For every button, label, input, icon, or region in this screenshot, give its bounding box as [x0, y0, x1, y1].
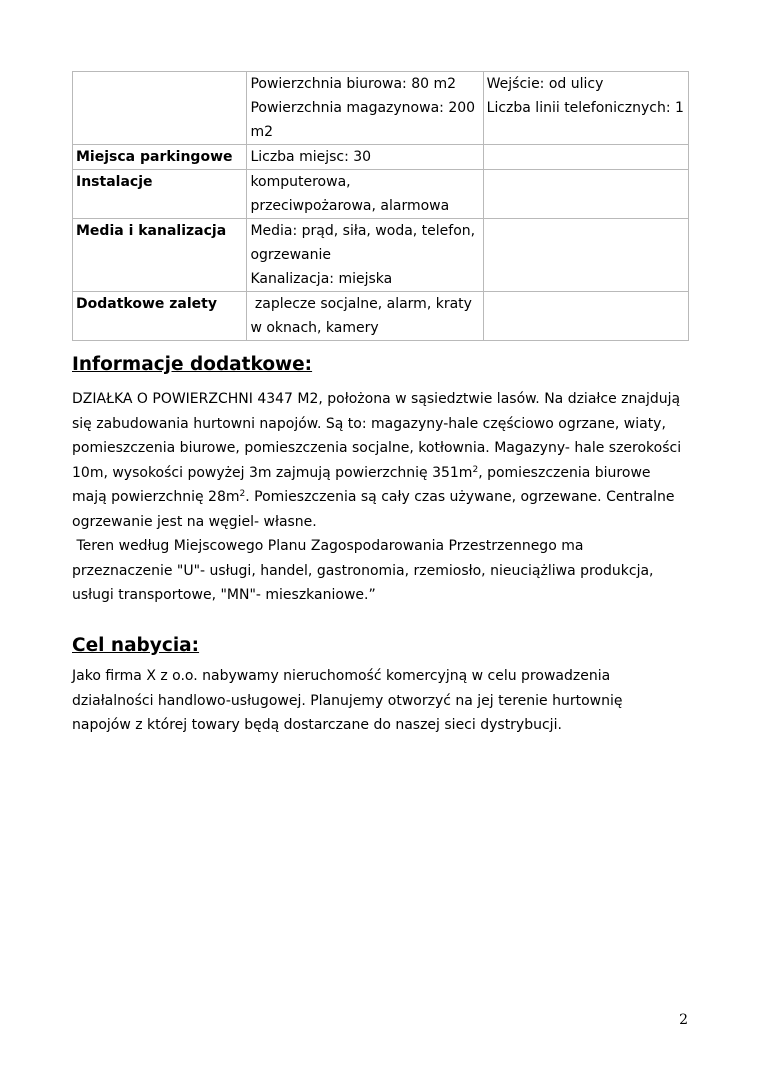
- text-line: m2: [250, 124, 273, 140]
- text-line: [72, 461, 692, 486]
- row-label: [73, 72, 247, 145]
- text-line: komputerowa,: [250, 174, 351, 190]
- text-line: ogrzewanie: [250, 247, 332, 263]
- text-run: 10m, wysokości powyżej 3m zajmują powierzchnię 351m: [72, 464, 473, 481]
- text-line: w oknach, kamery: [250, 320, 379, 336]
- goal-paragraph: [72, 664, 692, 738]
- page-number: 2: [679, 1012, 688, 1028]
- text-line: przeznaczenie "U"- usługi, handel, gastronomia, rzemiosło, nieuciążliwa produkcja,: [72, 562, 654, 579]
- property-details-table: [72, 71, 689, 341]
- text-run: . Pomieszczenia są cały czas używane, ogrzewane. Centralne: [245, 489, 675, 505]
- row-value: [247, 145, 483, 170]
- text-line: Liczba linii telefonicznych: 1: [486, 100, 684, 116]
- text-line: Teren według Miejscowego Planu Zagospodarowania Przestrzennego ma: [72, 538, 584, 554]
- text-line: się zabudowania hurtowni napojów. Są to: magazyny-hale częściowo ogrzane, wiaty,: [72, 415, 666, 432]
- text-run: , pomieszczenia biurowe: [478, 464, 651, 481]
- info-paragraph: [72, 387, 692, 608]
- text-line: Powierzchnia biurowa: 80 m2: [250, 76, 457, 92]
- text-line: przeciwpożarowa, alarmowa: [250, 198, 450, 214]
- row-extra: [483, 292, 688, 341]
- text-line: Jako firma X z o.o. nabywamy nieruchomość komercyjną w celu prowadzenia: [72, 668, 611, 684]
- row-extra: [483, 72, 688, 145]
- text-line: Liczba miejsc: 30: [250, 149, 372, 165]
- row-extra: [483, 170, 688, 219]
- superscript: 2: [472, 464, 479, 475]
- table-row: [73, 145, 689, 170]
- goal-heading: Cel nabycia:: [72, 635, 200, 656]
- row-label: Media i kanalizacja: [73, 219, 247, 292]
- row-label: Dodatkowe zalety: [73, 292, 247, 341]
- row-extra: [483, 145, 688, 170]
- text-line: usługi transportowe, "MN"- mieszkaniowe.”: [72, 587, 376, 603]
- text-line: Powierzchnia magazynowa: 200: [250, 100, 476, 116]
- row-value: [247, 72, 483, 145]
- text-line: ogrzewanie jest na węgiel- własne.: [72, 513, 317, 530]
- text-line: Wejście: od ulicy: [486, 76, 604, 92]
- superscript: 2: [239, 489, 246, 499]
- info-heading: Informacje dodatkowe:: [72, 354, 313, 375]
- table-row: [73, 292, 689, 341]
- row-label: Miejsca parkingowe: [73, 145, 247, 170]
- table-row: [73, 72, 689, 145]
- text-line: Media: prąd, siła, woda, telefon,: [250, 223, 476, 239]
- text-line: pomieszczenia biurowe, pomieszczenia socjalne, kotłownia. Magazyny- hale szerokości: [72, 440, 682, 456]
- table-row: [73, 170, 689, 219]
- row-value: [247, 170, 483, 219]
- text-line: działalności handlowo-usługowej. Planujemy otworzyć na jej terenie hurtownię: [72, 692, 623, 709]
- row-extra: [483, 219, 688, 292]
- text-run: mają powierzchnię 28m: [72, 489, 240, 505]
- row-value: [247, 219, 483, 292]
- text-line: zaplecze socjalne, alarm, kraty: [254, 296, 472, 312]
- table-row: [73, 219, 689, 292]
- text-line: [72, 485, 692, 510]
- row-value: [247, 292, 483, 341]
- text-line: napojów z której towary będą dostarczane do naszej sieci dystrybucji.: [72, 717, 562, 733]
- row-label: Instalacje: [73, 170, 247, 219]
- text-line: Kanalizacja: miejska: [250, 271, 393, 287]
- text-line: DZIAŁKA O POWIERZCHNI 4347 M2, położona w sąsiedztwie lasów. Na działce znajdują: [72, 391, 681, 407]
